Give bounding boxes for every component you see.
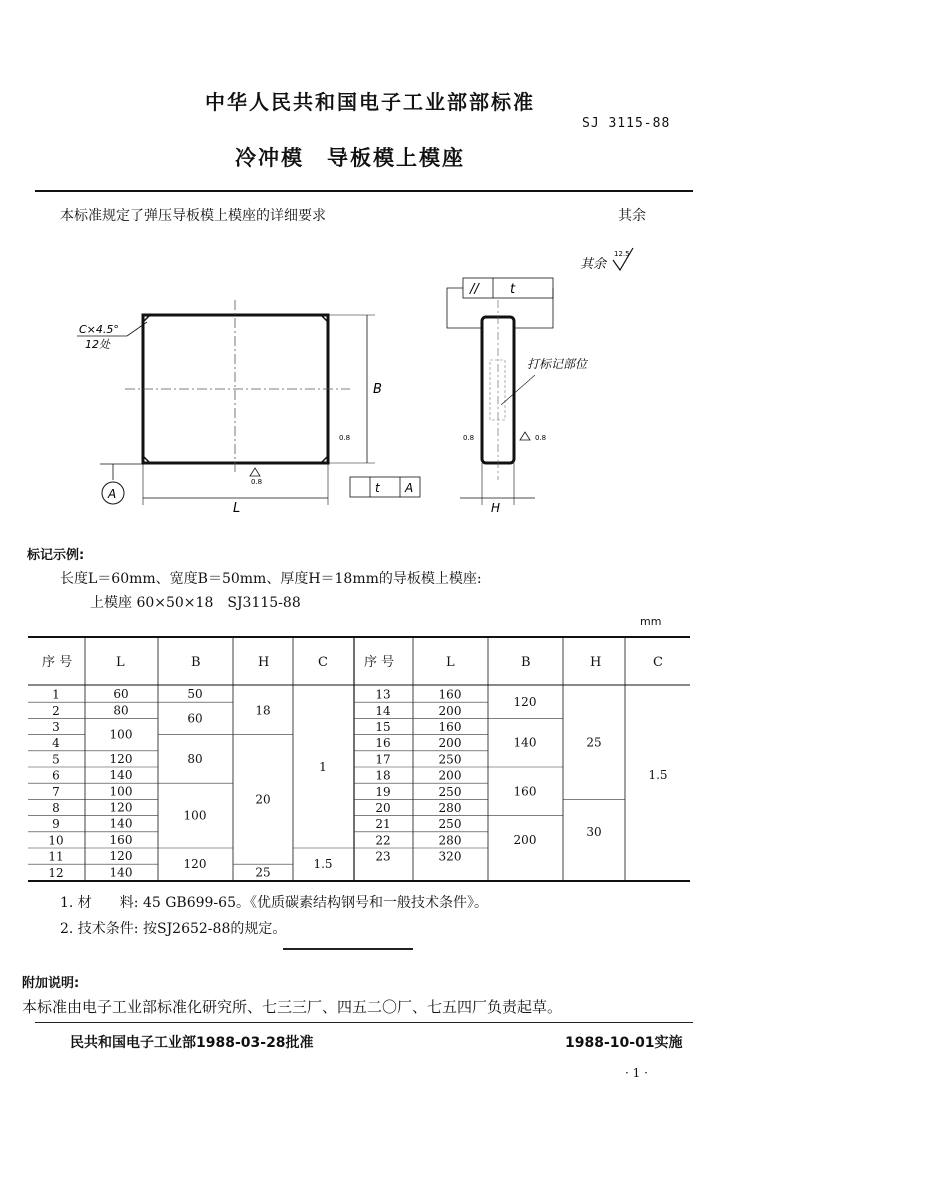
left-H-cell: 18: [255, 703, 271, 718]
right-L-cell: 250: [438, 817, 462, 832]
standard-code: SJ 3115-88: [582, 116, 671, 131]
right-L-cell: 250: [438, 752, 462, 767]
right-B-cell: 200: [513, 832, 537, 847]
left-L-cell: 60: [113, 687, 129, 702]
left-seq-cell: 7: [52, 784, 60, 799]
header-L-left: L: [116, 655, 125, 670]
right-seq-cell: 23: [375, 849, 391, 864]
right-seq-cell: 17: [375, 752, 391, 767]
page-number: · 1 ·: [625, 1066, 648, 1080]
left-H-cell: 20: [255, 792, 271, 807]
right-H-cell: 25: [586, 735, 602, 750]
datum-A-label: A: [108, 487, 117, 501]
right-L-cell: 250: [438, 784, 462, 799]
parallel-symbol: //: [470, 282, 479, 297]
left-seq-cell: 4: [52, 736, 60, 751]
header-rule: [35, 190, 693, 192]
right-L-cell: 280: [438, 801, 462, 816]
left-L-cell: 140: [109, 816, 133, 831]
footer-rule: [35, 1022, 693, 1023]
additional-heading: 附加说明:: [22, 976, 80, 991]
left-L-cell: 120: [109, 849, 133, 864]
left-L-cell: 140: [109, 768, 133, 783]
left-L-cell: 120: [109, 751, 133, 766]
roughness-triangle-icon: [250, 468, 260, 476]
roughness-08-left: 0.8: [463, 434, 475, 442]
tol-frame-t1: t: [375, 481, 380, 495]
marking-heading: 标记示例:: [27, 548, 85, 563]
right-L-cell: 320: [438, 849, 462, 864]
technical-drawing: [65, 240, 665, 520]
tolerance-t-label: t: [510, 282, 516, 297]
left-H-cell: 25: [255, 865, 271, 880]
left-seq-cell: 11: [48, 849, 64, 864]
table-unit: mm: [640, 615, 662, 628]
left-seq-cell: 9: [52, 817, 60, 832]
right-seq-cell: 18: [375, 768, 391, 783]
left-seq-cell: 8: [52, 801, 60, 816]
right-seq-cell: 13: [375, 687, 391, 702]
tol-frame-A: A: [405, 481, 414, 495]
right-L-cell: 200: [438, 768, 462, 783]
issuing-organization: 中华人民共和国电子工业部部标准: [205, 90, 535, 114]
right-B-cell: 160: [513, 784, 537, 799]
left-seq-cell: 3: [52, 720, 60, 735]
effective-date: 1988-10-01实施: [565, 1035, 683, 1051]
left-seq-cell: 12: [48, 865, 64, 880]
left-seq-cell: 10: [48, 833, 64, 848]
right-L-cell: 160: [438, 720, 462, 735]
right-seq-cell: 21: [375, 817, 391, 832]
roughness-label: 其余: [618, 208, 646, 224]
left-L-cell: 160: [109, 832, 133, 847]
left-seq-cell: 6: [52, 768, 60, 783]
chamfer-label: C×4.5°: [79, 323, 119, 336]
left-L-cell: 140: [109, 865, 133, 880]
right-seq-cell: 15: [375, 720, 391, 735]
left-L-cell: 100: [109, 727, 133, 742]
rest-roughness-value: 12.5: [614, 250, 630, 258]
roughness-triangle-side-icon: [520, 432, 530, 440]
left-C-cell: 1: [319, 760, 327, 774]
left-seq-cell: 2: [52, 703, 60, 718]
right-L-cell: 200: [438, 736, 462, 751]
left-B-cell: 60: [187, 711, 203, 726]
left-B-cell: 100: [183, 808, 207, 823]
standard-title: 冷冲模 导板模上模座: [235, 146, 465, 170]
left-B-cell: 50: [187, 687, 203, 702]
roughness-08-side: 0.8: [339, 434, 351, 442]
right-B-cell: 140: [513, 735, 537, 750]
left-B-cell: 120: [183, 857, 207, 872]
right-C-cell: 1.5: [648, 768, 668, 783]
header-L-right: L: [446, 655, 455, 670]
right-H-cell: 30: [586, 824, 602, 839]
left-B-cell: 80: [187, 751, 203, 766]
header-seq-right: 序 号: [364, 655, 395, 670]
header-B-right: B: [521, 655, 531, 670]
right-seq-cell: 14: [375, 703, 391, 718]
left-seq-cell: 1: [52, 687, 60, 702]
note-material: 1. 材 料: 45 GB699-65。《优质碳素结构钢号和一般技术条件》。: [60, 895, 488, 911]
right-L-cell: 160: [438, 687, 462, 702]
left-L-cell: 100: [109, 784, 133, 799]
header-B-left: B: [191, 655, 201, 670]
roughness-08-bottom: 0.8: [251, 478, 263, 486]
header-H-right: H: [590, 655, 602, 670]
right-seq-cell: 20: [375, 801, 391, 816]
note-conditions: 2. 技术条件: 按SJ2652-88的规定。: [60, 921, 287, 937]
marking-example-line2: 上模座 60×50×18 SJ3115-88: [90, 595, 301, 611]
additional-text: 本标准由电子工业部标准化研究所、七三三厂、四五二〇厂、七五四厂负责起草。: [22, 998, 563, 1016]
marking-example-line1: 长度L＝60mm、宽度B＝50mm、厚度H＝18mm的导板模上模座:: [60, 571, 482, 587]
right-B-cell: 120: [513, 695, 537, 710]
right-seq-cell: 16: [375, 736, 391, 751]
dimension-table: [28, 636, 693, 886]
left-L-cell: 120: [109, 800, 133, 815]
chamfer-count: 12处: [85, 338, 110, 351]
header-C-left: C: [318, 655, 328, 670]
dim-L-label: L: [233, 501, 241, 516]
left-seq-cell: 5: [52, 752, 60, 767]
left-L-cell: 80: [113, 703, 129, 718]
end-rule: [283, 948, 413, 950]
left-C-cell: 1.5: [313, 857, 333, 872]
header-seq-left: 序 号: [42, 655, 73, 670]
dim-B-label: B: [373, 382, 382, 397]
approval-line: 民共和国电子工业部1988-03-28批准: [70, 1035, 314, 1051]
roughness-08-right: 0.8: [535, 434, 547, 442]
right-seq-cell: 22: [375, 833, 391, 848]
right-seq-cell: 19: [375, 784, 391, 799]
spare-part-label: 打标记部位: [527, 357, 588, 371]
right-L-cell: 200: [438, 703, 462, 718]
right-L-cell: 280: [438, 833, 462, 848]
dim-H-label: H: [491, 501, 501, 515]
header-H-left: H: [258, 655, 270, 670]
scope-text: 本标准规定了弹压导板模上模座的详细要求: [60, 208, 326, 224]
marking-area: [490, 360, 505, 420]
rest-roughness-text: 其余: [580, 257, 607, 272]
header-C-right: C: [653, 655, 663, 670]
